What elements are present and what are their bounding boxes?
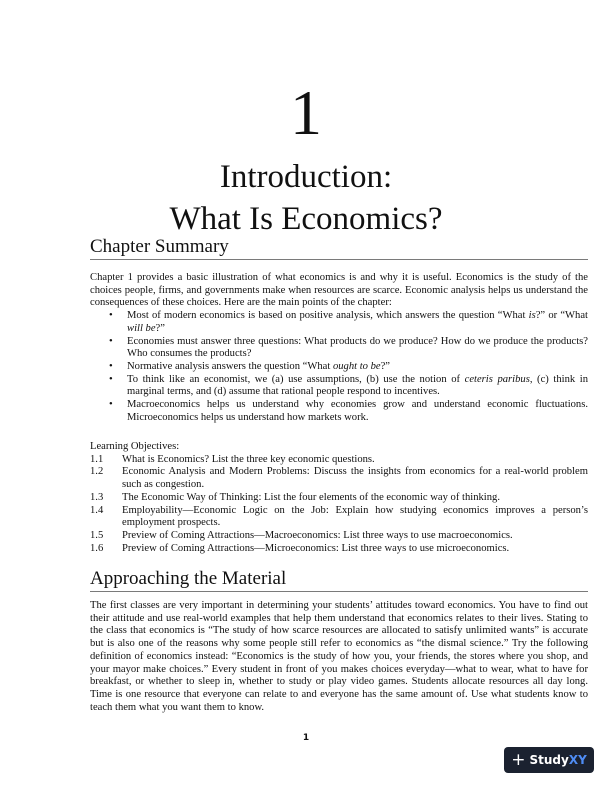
objective-text: The Economic Way of Thinking: List the four elements of the economic way of thinking. — [122, 491, 500, 503]
bullet-dot: • — [109, 360, 113, 372]
bullet-text: Normative analysis answers the question “What — [127, 360, 333, 372]
objective-row — [90, 505, 588, 530]
objective-row — [90, 530, 588, 543]
objective-text: Preview of Coming Attractions—Microeconomics: List three ways to use microeconomics. — [122, 542, 510, 554]
bullet-emphasis: ought to be — [332, 360, 381, 372]
logo-word-study: Study — [529, 753, 569, 767]
bullet-text: To think like an economist, we (a) use assumptions, (b) use the notion of — [127, 373, 465, 385]
page-number: 1 — [302, 733, 310, 743]
objective-row — [90, 543, 588, 556]
bullet-text: Economies must answer three questions: What products do we produce? How do we produce the products? Who consumes the products? — [127, 335, 588, 360]
bullet-dot: • — [109, 310, 113, 322]
approaching-material-section — [90, 600, 588, 714]
chapter-title — [0, 156, 612, 240]
bullet-emphasis: is — [528, 310, 536, 322]
bullet-text: Macroeconomics helps us understand why economies grow and understand economic fluctuations. Microeconomics helps us understand how markets work. — [127, 399, 588, 423]
bullet-text: ?” or “What — [535, 310, 589, 322]
bullet-text: Most of modern economics is based on positive analysis, which answers the question “What — [127, 310, 529, 322]
bullet-dot: • — [109, 335, 113, 347]
summary-bullet-item — [90, 361, 588, 374]
summary-bullet-item — [90, 336, 588, 361]
summary-bullet-item — [90, 399, 588, 424]
summary-bullet-item — [90, 310, 588, 335]
objective-text: What is Economics? List the three key economic questions. — [122, 453, 375, 465]
summary-bullet-list — [90, 310, 588, 424]
objective-number: 1.5 — [90, 529, 104, 541]
chapter-summary-heading: Chapter Summary — [90, 236, 588, 260]
bullet-emphasis: will be — [127, 322, 156, 334]
chapter-title-line-2: What Is Economics? — [169, 201, 443, 237]
objective-number: 1.2 — [90, 466, 104, 478]
objective-text: Preview of Coming Attractions—Macroeconomics: List three ways to use macroeconomics. — [122, 529, 513, 541]
plus-icon: + — [511, 749, 526, 770]
studyxy-logo-text — [529, 753, 586, 767]
objective-number: 1.1 — [90, 453, 104, 465]
objective-number: 1.6 — [90, 542, 104, 554]
objective-number: 1.4 — [90, 504, 104, 516]
logo-word-xy: XY — [568, 753, 587, 767]
objective-row — [90, 454, 588, 467]
bullet-text: , (c) think in marginal terms, and (d) assume that rational people respond to incentives. — [127, 373, 588, 398]
bullet-dot: • — [109, 399, 113, 411]
bullet-emphasis: ceteris paribus — [464, 373, 530, 385]
learning-objectives-heading: Learning Objectives: — [90, 441, 180, 452]
bullet-dot: • — [109, 373, 113, 385]
approaching-material-heading: Approaching the Material — [90, 568, 588, 592]
approaching-material-text: The first classes are very important in determining your students’ attitudes toward economics. You have to find out their attitude and use real-world examples that help them understand that economics relates to their lives. Stating to the class that economics is “The study of how scarce resources are allocated to satisfy unlimited wants” is accurate but is also one of the reasons why some people still refer to economics as “the dismal science.” Try the following definition of economics instead: “Economics is the study of how you, your friends, the stores where you shop, and your mayor make choices.” Every student in front of you makes choices everyday—what to wear, what to have for breakfast, or whether to sleep in, whether to study or play video games. Students allocate resources all day long. Time is one resource that everyone can relate to and everyone has the same amount of. Use what students know to teach them what you want them to know. — [90, 600, 588, 713]
summary-intro: Chapter 1 provides a basic illustration of what economics is and why it is useful. Economics is the study of the choices people, firms, and governments make when resources are scarce. Economic analysis helps us understand the consequences of these choices. Here are the main points of the chapter: — [90, 272, 588, 309]
objective-text: Employability—Economic Logic on the Job: Explain how studying economics improves a person’s employment prospects. — [122, 504, 588, 529]
studyxy-badge[interactable] — [504, 747, 594, 773]
chapter-number: 1 — [290, 77, 322, 148]
bullet-text: ?” — [155, 322, 165, 334]
bullet-text: ?” — [380, 360, 391, 372]
chapter-summary-section — [90, 272, 588, 424]
learning-objectives-section — [90, 441, 588, 555]
objective-row — [90, 466, 588, 491]
objective-text: Economic Analysis and Modern Problems: Discuss the insights from economics for a real-world problem such as congestion. — [122, 466, 588, 491]
objective-number: 1.3 — [90, 491, 104, 503]
summary-bullet-item — [90, 374, 588, 399]
chapter-title-line-1: Introduction: — [219, 159, 393, 195]
objective-row — [90, 492, 588, 505]
